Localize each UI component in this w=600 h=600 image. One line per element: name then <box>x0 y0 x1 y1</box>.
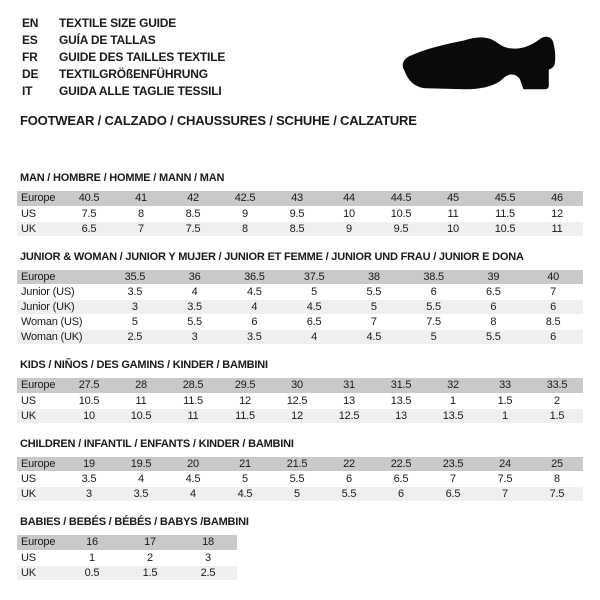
language-title: TEXTILE SIZE GUIDE <box>59 15 177 30</box>
size-value: 11.5 <box>167 393 219 408</box>
size-value: 12.5 <box>323 408 375 423</box>
size-value: 21 <box>219 457 271 472</box>
table-row <box>17 487 583 502</box>
size-value: 1.5 <box>531 408 583 423</box>
language-title: GUIDA ALLE TAGLIE TESSILI <box>59 83 222 98</box>
size-value: 6 <box>225 315 285 330</box>
category-title: FOOTWEAR / CALZADO / CHAUSSURES / SCHUHE / CALZATURE <box>20 113 417 128</box>
table-row <box>17 206 583 221</box>
size-value: 13 <box>375 408 427 423</box>
size-value: 19 <box>63 457 115 472</box>
size-value: 35.5 <box>105 270 165 285</box>
size-value: 40 <box>523 270 583 285</box>
size-value: 6 <box>523 300 583 315</box>
language-title: GUÍA DE TALLAS <box>59 32 156 47</box>
size-value: 22 <box>323 457 375 472</box>
size-value: 7.5 <box>479 472 531 487</box>
row-label: Junior (US) <box>17 285 105 300</box>
size-value: 42.5 <box>219 191 271 206</box>
size-value: 7 <box>115 221 167 236</box>
row-label: Woman (UK) <box>17 330 105 345</box>
size-value: 12 <box>531 206 583 221</box>
dress-shoe-icon <box>400 35 567 93</box>
size-value: 9 <box>323 221 375 236</box>
row-label: Europe <box>17 457 63 472</box>
row-label: US <box>17 550 63 565</box>
size-value: 6 <box>323 472 375 487</box>
size-value: 4.5 <box>225 285 285 300</box>
size-value: 28.5 <box>167 378 219 393</box>
size-value: 41 <box>115 191 167 206</box>
size-value: 5 <box>219 472 271 487</box>
size-value: 13.5 <box>427 408 479 423</box>
size-value: 5.5 <box>464 330 524 345</box>
size-table-section <box>17 359 583 424</box>
table-row <box>17 315 583 330</box>
size-value: 2.5 <box>105 330 165 345</box>
size-value: 11 <box>531 221 583 236</box>
size-value: 4.5 <box>219 487 271 502</box>
language-code: DE <box>22 66 39 81</box>
size-value: 6.5 <box>284 315 344 330</box>
size-value: 3 <box>105 300 165 315</box>
size-value: 11 <box>427 206 479 221</box>
size-value: 13 <box>323 393 375 408</box>
table-row <box>17 330 583 345</box>
size-value: 5.5 <box>271 472 323 487</box>
size-value: 30 <box>271 378 323 393</box>
language-row <box>22 14 600 31</box>
size-value: 40.5 <box>63 191 115 206</box>
size-value: 6 <box>523 330 583 345</box>
size-value: 8.5 <box>523 315 583 330</box>
size-value: 10 <box>427 221 479 236</box>
size-value: 1 <box>63 550 121 565</box>
table-row <box>17 300 583 315</box>
size-value: 38 <box>344 270 404 285</box>
size-table <box>17 378 583 424</box>
size-value: 3 <box>179 550 237 565</box>
size-value: 12 <box>271 408 323 423</box>
size-value: 21.5 <box>271 457 323 472</box>
size-value: 5 <box>105 315 165 330</box>
size-value: 4.5 <box>167 472 219 487</box>
size-value: 6 <box>464 300 524 315</box>
size-value: 31 <box>323 378 375 393</box>
size-value: 20 <box>167 457 219 472</box>
size-value: 38.5 <box>404 270 464 285</box>
section-title: KIDS / NIÑOS / DES GAMINS / KINDER / BAMBINI <box>20 359 268 371</box>
size-value: 4 <box>115 472 167 487</box>
size-value: 31.5 <box>375 378 427 393</box>
row-label: UK <box>17 221 63 236</box>
size-value: 23.5 <box>427 457 479 472</box>
size-value: 42 <box>167 191 219 206</box>
size-value: 3.5 <box>105 285 165 300</box>
row-label: Europe <box>17 378 63 393</box>
size-value: 5.5 <box>323 487 375 502</box>
size-value: 7.5 <box>404 315 464 330</box>
size-value: 24 <box>479 457 531 472</box>
size-value: 3 <box>165 330 225 345</box>
size-value: 32 <box>427 378 479 393</box>
language-title: GUIDE DES TAILLES TEXTILE <box>59 49 226 64</box>
size-value: 13.5 <box>375 393 427 408</box>
size-value: 36.5 <box>225 270 285 285</box>
size-value: 9 <box>219 206 271 221</box>
row-label: US <box>17 206 63 221</box>
size-value: 8 <box>464 315 524 330</box>
size-value: 4 <box>225 300 285 315</box>
size-value: 45.5 <box>479 191 531 206</box>
size-value: 3.5 <box>63 472 115 487</box>
table-row <box>17 285 583 300</box>
size-value: 4 <box>167 487 219 502</box>
size-value: 6.5 <box>375 472 427 487</box>
size-table <box>17 270 583 346</box>
size-value: 8.5 <box>271 221 323 236</box>
size-value: 10 <box>323 206 375 221</box>
size-value: 25 <box>531 457 583 472</box>
size-value: 9.5 <box>375 221 427 236</box>
size-value: 3 <box>63 487 115 502</box>
table-row <box>17 191 583 206</box>
size-value: 10.5 <box>375 206 427 221</box>
size-value: 5 <box>344 300 404 315</box>
size-value: 28 <box>115 378 167 393</box>
size-table-section <box>17 172 583 237</box>
size-value: 11 <box>115 393 167 408</box>
size-table-section <box>17 251 583 346</box>
table-row <box>17 393 583 408</box>
size-value: 9.5 <box>271 206 323 221</box>
table-row <box>17 550 237 565</box>
size-value: 44.5 <box>375 191 427 206</box>
size-value: 8.5 <box>167 206 219 221</box>
size-value: 45 <box>427 191 479 206</box>
table-row <box>17 221 583 236</box>
language-code: IT <box>22 83 33 98</box>
size-value: 16 <box>63 535 121 550</box>
size-value: 3.5 <box>115 487 167 502</box>
size-value: 4 <box>284 330 344 345</box>
size-value: 39 <box>464 270 524 285</box>
size-value: 7 <box>427 472 479 487</box>
size-value: 10.5 <box>479 221 531 236</box>
size-value: 10 <box>63 408 115 423</box>
size-value: 8 <box>115 206 167 221</box>
table-row <box>17 270 583 285</box>
language-title: TEXTILGRÖßENFÜHRUNG <box>59 66 208 81</box>
size-value: 7 <box>523 285 583 300</box>
size-value: 2.5 <box>179 565 237 580</box>
size-value: 6 <box>375 487 427 502</box>
row-label: Europe <box>17 191 63 206</box>
row-label: Europe <box>17 535 63 550</box>
size-value: 29.5 <box>219 378 271 393</box>
size-value: 11.5 <box>479 206 531 221</box>
size-value: 1 <box>427 393 479 408</box>
size-value: 18 <box>179 535 237 550</box>
size-value: 5.5 <box>404 300 464 315</box>
size-value: 5 <box>284 285 344 300</box>
size-value: 19.5 <box>115 457 167 472</box>
size-value: 37.5 <box>284 270 344 285</box>
page-header <box>0 0 600 99</box>
size-value: 12 <box>219 393 271 408</box>
size-value: 4 <box>165 285 225 300</box>
size-value: 2 <box>531 393 583 408</box>
size-value: 12.5 <box>271 393 323 408</box>
row-label: US <box>17 393 63 408</box>
size-table-section <box>17 438 583 503</box>
size-value: 1 <box>479 408 531 423</box>
row-label: UK <box>17 487 63 502</box>
size-value: 2 <box>121 550 179 565</box>
language-code: EN <box>22 15 39 30</box>
table-row <box>17 472 583 487</box>
size-value: 5.5 <box>344 285 404 300</box>
size-value: 4.5 <box>284 300 344 315</box>
row-label: UK <box>17 565 63 580</box>
size-value: 3.5 <box>165 300 225 315</box>
size-value: 33 <box>479 378 531 393</box>
size-value: 46 <box>531 191 583 206</box>
section-title: MAN / HOMBRE / HOMME / MANN / MAN <box>20 172 225 184</box>
size-value: 1.5 <box>121 565 179 580</box>
size-value: 7 <box>479 487 531 502</box>
size-value: 6.5 <box>427 487 479 502</box>
table-row <box>17 535 237 550</box>
row-label: Junior (UK) <box>17 300 105 315</box>
language-code: FR <box>22 49 38 64</box>
size-value: 33.5 <box>531 378 583 393</box>
row-label: Europe <box>17 270 105 285</box>
size-value: 22.5 <box>375 457 427 472</box>
size-value: 6.5 <box>63 221 115 236</box>
size-value: 43 <box>271 191 323 206</box>
size-value: 1.5 <box>479 393 531 408</box>
size-value: 5 <box>404 330 464 345</box>
section-title: CHILDREN / INFANTIL / ENFANTS / KINDER / BAMBINI <box>20 437 294 450</box>
row-label: UK <box>17 408 63 423</box>
section-title: JUNIOR & WOMAN / JUNIOR Y MUJER / JUNIOR ET FEMME / JUNIOR UND FRAU / JUNIOR E DONA <box>20 250 524 263</box>
size-value: 36 <box>165 270 225 285</box>
size-table <box>17 457 583 503</box>
section-title: BABIES / BEBÉS / BÉBÉS / BABYS /BAMBINI <box>20 516 249 528</box>
table-row <box>17 378 583 393</box>
size-value: 11.5 <box>219 408 271 423</box>
size-value: 8 <box>531 472 583 487</box>
size-value: 44 <box>323 191 375 206</box>
size-value: 27.5 <box>63 378 115 393</box>
row-label: Woman (US) <box>17 315 105 330</box>
size-value: 6 <box>404 285 464 300</box>
size-table <box>17 191 583 237</box>
size-table <box>17 535 237 581</box>
size-value: 10.5 <box>63 393 115 408</box>
size-value: 7.5 <box>63 206 115 221</box>
language-code: ES <box>22 32 38 47</box>
size-value: 11 <box>167 408 219 423</box>
size-value: 6.5 <box>464 285 524 300</box>
size-value: 17 <box>121 535 179 550</box>
size-value: 7 <box>344 315 404 330</box>
size-value: 8 <box>219 221 271 236</box>
size-value: 10.5 <box>115 408 167 423</box>
size-value: 7.5 <box>531 487 583 502</box>
table-row <box>17 408 583 423</box>
size-value: 4.5 <box>344 330 404 345</box>
size-value: 0.5 <box>63 565 121 580</box>
table-row <box>17 457 583 472</box>
row-label: US <box>17 472 63 487</box>
size-value: 5 <box>271 487 323 502</box>
size-value: 7.5 <box>167 221 219 236</box>
size-tables <box>17 172 583 581</box>
size-table-section <box>17 516 583 581</box>
size-value: 5.5 <box>165 315 225 330</box>
size-value: 3.5 <box>225 330 285 345</box>
table-row <box>17 565 237 580</box>
